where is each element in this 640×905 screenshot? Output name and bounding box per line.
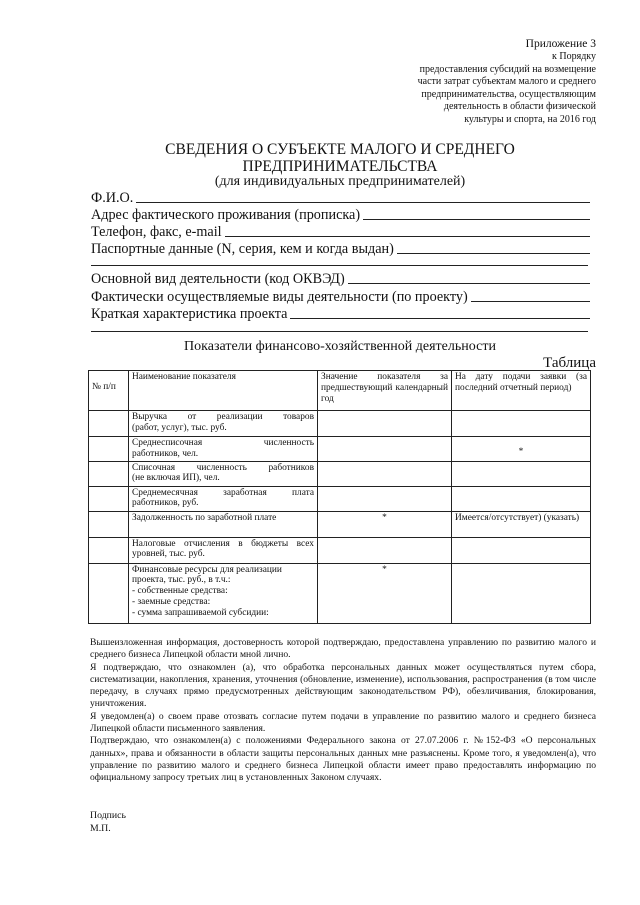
row-prev-cell [318,437,452,462]
header-prev: Значение показателя за предшествующий календарный год [318,371,452,411]
fio-fill-line [136,201,590,203]
row-now-cell: Имеется/отсутствует) (указать) [452,511,591,537]
row-now-cell: * [452,437,591,462]
notes-paragraph: Я подтверждаю, что ознакомлен (а), что обработка персональных данных может осуществляться путем сбора, систематизации, накопления, хранения, уточнения (обновление, изменение), использования, распространения (в том числе передачу, в случаях прямо предусмотренных действующим законодательством РФ), обезличивания, блокирования, уничтожения. [90,661,596,710]
phone-label: Телефон, факс, e-mail [91,224,222,240]
signature-label: Подпись [90,810,126,821]
section-title: Показатели финансово-хозяйственной деятельности [184,339,496,354]
header-name: Наименование показателя [129,371,318,411]
summary-fill-line [290,317,590,319]
row-name-line: Выручка от реализации товаров [132,412,314,422]
notes-paragraph: Я уведомлен(а) о своем праве отозвать согласие путем подачи в управление по развитию малого и среднего бизнеса Липецкой области письменного заявления. [90,710,596,735]
appendix-line: к Порядку [552,51,596,62]
row-name-cell [129,437,318,462]
row-name-cell [129,411,318,437]
row-name-line: Финансовые ресурсы для реализации [132,564,282,575]
notes-paragraph: Подтверждаю, что ознакомлен(а) с положениями Федерального закона от 27.07.2006 г. №152-ФЗ «О персональных данных», права и обязанности в области защиты персональных данных мне разъяснены. Кроме того, я уведомлен(а), что управление по развитию малого и среднего бизнеса Липецкой области имеет право предоставлять информацию по официальному запросу третьих лиц в установленных Законом случаях. [90,735,596,784]
address-field [91,206,590,223]
actual-activity-field [91,288,590,305]
row-name-cell [129,563,318,623]
fio-field [91,189,590,206]
appendix-line: Приложение 3 [525,38,596,50]
row-now-cell [452,537,591,563]
actual-activity-fill-line [471,300,590,302]
row-name-line: Среднемесячная заработная плата [132,487,314,498]
row-name-line: - сумма запрашиваемой субсидии: [132,607,269,618]
row-name-line: - собственные средства: [132,586,228,597]
passport-field [91,240,590,257]
address-label: Адрес фактического проживания (прописка) [91,207,361,223]
appendix-line: деятельность в области физической [443,101,596,113]
row-name-line: Задолженность по заработной плате [132,512,277,523]
row-prev-cell: * [318,563,452,623]
table-row [89,563,591,623]
table-label: Таблица [543,355,596,371]
row-now-cell [452,411,591,437]
notes-paragraph: Вышеизложенная информация, достоверность которой подтверждаю, предоставлена управлению по развитию малого и среднего бизнеса Липецкой области мной лично. [90,637,596,661]
row-prev-cell [318,537,452,563]
row-num-cell [89,563,129,623]
title-line: ПРЕДПРИНИМАТЕЛЬСТВА [242,157,438,175]
passport-fill-line [397,252,590,254]
row-name-cell [129,486,318,511]
row-name-cell [129,461,318,486]
table-row [89,511,591,537]
row-name-line: работников, руб. [132,498,199,509]
row-num-cell [89,437,129,462]
address-fill-line [363,218,590,220]
table-row [89,437,591,462]
row-prev-cell [318,461,452,486]
passport-label: Паспортные данные (N, серия, кем и когда выдан) [91,241,394,257]
row-name-cell [129,537,318,563]
table-row [89,411,591,437]
appendix-line: части затрат субъектам малого и среднего [417,76,596,88]
stamp-label: М.П. [90,822,111,834]
summary-field [91,305,590,322]
row-num-cell [89,511,129,537]
summary-label: Краткая характеристика проекта [91,306,288,322]
signature-block [90,810,126,835]
row-num-cell [89,461,129,486]
row-name-line: Среднесписочная численность [132,438,314,448]
row-name-line: уровней, тыс. руб. [132,549,205,560]
row-prev-cell: * [318,511,452,537]
header-now: На дату подачи заявки (за последний отчетный период) [452,371,591,411]
table-header-row [89,371,591,411]
row-now-cell [452,563,591,623]
appendix-line: культуры и спорта, на 2016 год [464,113,596,125]
okved-fill-line [348,282,590,284]
actual-activity-label: Фактически осуществляемые виды деятельности (по проекту) [91,289,468,305]
phone-fill-line [225,235,590,237]
row-name-cell [129,511,318,537]
row-name-line: Списочная численность работников [132,462,314,473]
document-title [90,142,590,175]
header-num: № п/п [89,371,129,411]
row-prev-cell [318,411,452,437]
document-subtitle: (для индивидуальных предпринимателей) [214,174,466,189]
summary-extra-line [91,331,588,332]
okved-field [91,270,590,287]
row-prev-cell [318,486,452,511]
appendix-note [336,38,596,127]
row-name-line: работников, чел. [132,448,199,459]
appendix-line: предпринимательства, осуществляющим [421,88,596,100]
row-now-cell [452,486,591,511]
row-name-line: (работ, услуг), тыс. руб. [132,422,227,433]
row-name-line: - заемные средства: [132,596,211,607]
passport-extra-line [91,265,588,266]
row-name-line: (не включая ИП), чел. [132,473,220,484]
phone-field [91,223,590,240]
row-num-cell [89,537,129,563]
okved-label: Основной вид деятельности (код ОКВЭД) [91,271,345,287]
table-row [89,537,591,563]
row-name-line: проекта, тыс. руб., в т.ч.: [132,575,231,586]
row-name-line: Налоговые отчисления в бюджеты всех [132,538,314,549]
consent-notes [90,637,596,785]
title-line: СВЕДЕНИЯ О СУБЪЕКТЕ МАЛОГО И СРЕДНЕГО [165,141,515,158]
appendix-line: предоставления субсидий на возмещение [419,63,596,75]
row-num-cell [89,486,129,511]
table-row [89,486,591,511]
financial-table [88,370,591,624]
row-num-cell [89,411,129,437]
table-row [89,461,591,486]
row-now-cell [452,461,591,486]
fio-label: Ф.И.О. [91,190,134,206]
